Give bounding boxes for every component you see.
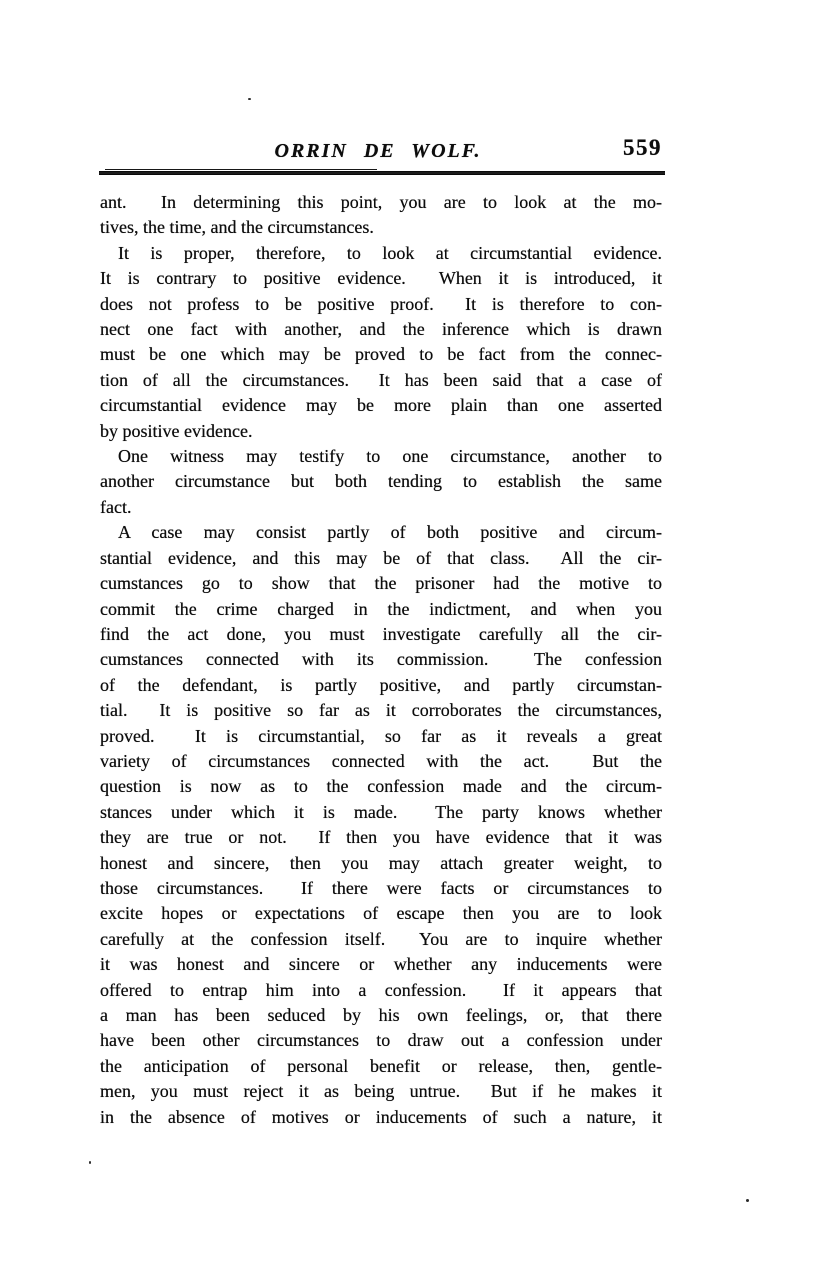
text-line: variety of circumstances connected with the act. But the xyxy=(100,750,662,771)
text-line: another circumstance but both tending to establish the same xyxy=(100,471,662,492)
paragraph xyxy=(100,190,662,241)
scan-speck xyxy=(248,98,251,100)
text-line: stances under which it is made. The party knows whether xyxy=(100,801,662,822)
text-line: nect one fact with another, and the inference which is drawn xyxy=(100,319,662,340)
text-line: excite hopes or expectations of escape then you are to look xyxy=(100,903,662,924)
text-line: in the absence of motives or inducements of such a nature, it xyxy=(100,1106,662,1127)
text-line: fact. xyxy=(100,496,132,517)
text-line: tial. It is positive so far as it corroborates the circumstances, xyxy=(100,700,662,721)
text-line: those circumstances. If there were facts or circumstances to xyxy=(100,877,662,898)
text-line: they are true or not. If then you have evidence that it was xyxy=(100,827,662,848)
text-line: must be one which may be proved to be fact from the connec- xyxy=(100,344,662,365)
text-line: it was honest and sincere or whether any inducements were xyxy=(100,954,662,975)
running-title: ORRIN DE WOLF. xyxy=(274,140,482,162)
text-line: It is contrary to positive evidence. When it is introduced, it xyxy=(100,268,662,289)
header-rule-echo xyxy=(105,169,377,170)
text-line: tion of all the circumstances. It has been said that a case of xyxy=(100,369,662,390)
text-line: of the defendant, is partly positive, and partly circumstan- xyxy=(100,674,662,695)
paragraph xyxy=(100,520,662,1130)
paragraph xyxy=(100,241,662,444)
text-line: honest and sincere, then you may attach greater weight, to xyxy=(100,852,662,873)
scan-speck xyxy=(746,1199,749,1202)
text-line: cumstances connected with its commission. The confession xyxy=(100,649,662,670)
text-line: circumstantial evidence may be more plain than one asserted xyxy=(100,395,662,416)
text-line: carefully at the confession itself. You are to inquire whether xyxy=(100,928,662,949)
text-line: A case may consist partly of both positive and circum- xyxy=(118,522,662,543)
text-line: find the act done, you must investigate carefully all the cir- xyxy=(100,623,662,644)
text-line: the anticipation of personal benefit or release, then, gentle- xyxy=(100,1055,662,1076)
text-line: stantial evidence, and this may be of that class. All the cir- xyxy=(100,547,662,568)
scan-speck xyxy=(89,1161,91,1164)
paragraph xyxy=(100,444,662,520)
text-line: by positive evidence. xyxy=(100,420,253,441)
text-line: offered to entrap him into a confession. If it appears that xyxy=(100,979,662,1000)
text-line: a man has been seduced by his own feelings, or, that there xyxy=(100,1005,662,1025)
page-body xyxy=(100,190,662,1130)
text-line: cumstances go to show that the prisoner had the motive to xyxy=(100,573,662,594)
text-line: have been other circumstances to draw out a confession under xyxy=(100,1030,662,1051)
text-line: men, you must reject it as being untrue. But if he makes it xyxy=(100,1081,662,1102)
text-line: commit the crime charged in the indictment, and when you xyxy=(100,598,662,619)
text-line: One witness may testify to one circumstance, another to xyxy=(118,446,662,467)
text-line: proved. It is circumstantial, so far as it reveals a great xyxy=(100,725,662,746)
page-number: 559 xyxy=(623,135,662,160)
text-line: tives, the time, and the circumstances. xyxy=(100,217,374,238)
text-line: question is now as to the confession made and the circum- xyxy=(100,776,662,797)
text-line: It is proper, therefore, to look at circumstantial evidence. xyxy=(118,242,662,263)
text-line: ant. In determining this point, you are to look at the mo- xyxy=(100,192,662,212)
header-rule xyxy=(99,171,665,175)
text-line: does not profess to be positive proof. It is therefore to con- xyxy=(100,293,662,314)
